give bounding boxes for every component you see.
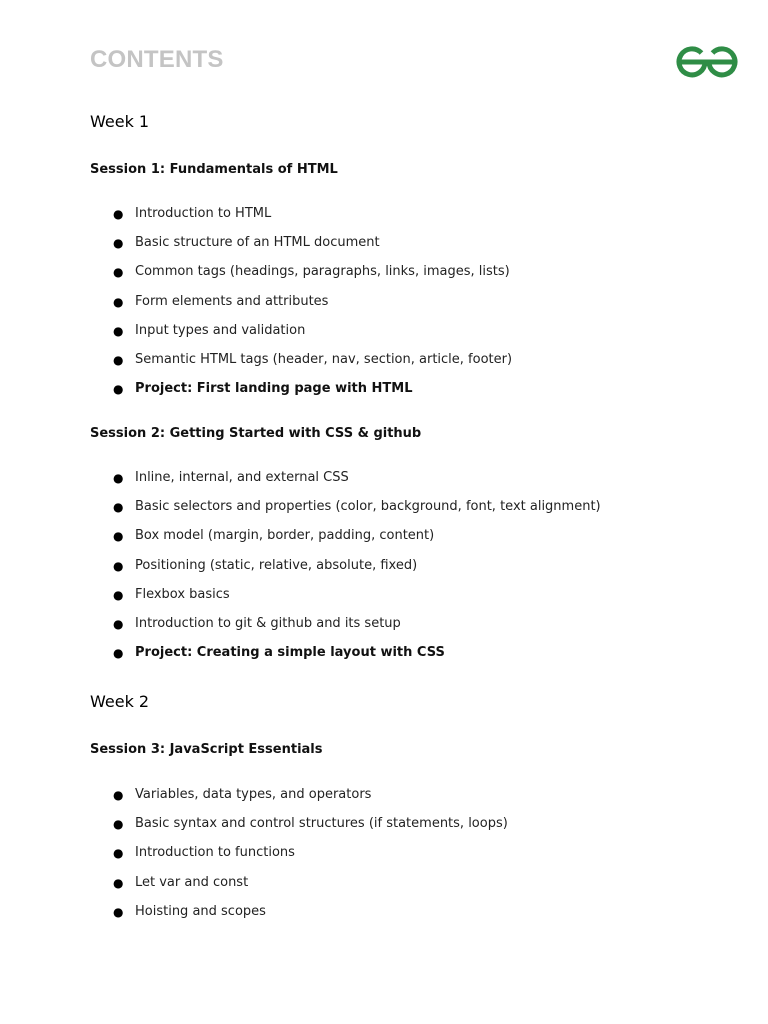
- list-item-text: Flexbox basics: [135, 586, 230, 602]
- list-item-text: Form elements and attributes: [135, 293, 329, 309]
- list-item-text: Project: First landing page with HTML: [135, 381, 413, 397]
- bullet-icon: ●: [113, 471, 124, 485]
- list-item: [90, 903, 508, 932]
- session-topic-list: [90, 786, 508, 932]
- session-topic-list: [90, 469, 601, 673]
- bullet-icon: ●: [113, 352, 124, 367]
- list-item: [90, 263, 512, 292]
- list-item-text: Hoisting and scopes: [135, 903, 266, 919]
- list-item-text: Introduction to git & github and its setup: [135, 615, 401, 631]
- list-item-text: Project: Creating a simple layout with CSS: [135, 645, 445, 661]
- bullet-icon: ●: [113, 904, 124, 919]
- list-item: [90, 205, 512, 234]
- list-item-text: Introduction to HTML: [135, 206, 272, 221]
- list-item: [90, 815, 508, 844]
- bullet-icon: ●: [113, 616, 124, 631]
- list-item-text: Common tags (headings, paragraphs, links, images, lists): [135, 264, 510, 280]
- list-item-text: Variables, data types, and operators: [135, 787, 372, 802]
- bullet-icon: ●: [113, 500, 124, 515]
- week-heading: Week 2: [90, 692, 150, 711]
- bullet-icon: ●: [113, 846, 124, 861]
- session-heading: Session 3: JavaScript Essentials: [90, 742, 323, 757]
- list-item: [90, 351, 512, 380]
- bullet-icon: ●: [113, 323, 124, 338]
- list-item: [90, 498, 601, 527]
- bullet-icon: ●: [113, 382, 124, 397]
- bullet-icon: ●: [113, 875, 124, 890]
- list-item-text: Semantic HTML tags (header, nav, section, article, footer): [135, 351, 513, 367]
- list-item: [90, 874, 508, 903]
- list-item-text: Basic selectors and properties (color, background, font, text alignment): [135, 499, 601, 515]
- week-heading: Week 1: [90, 112, 150, 131]
- bullet-icon: ●: [113, 558, 124, 573]
- bullet-icon: ●: [113, 817, 124, 832]
- geeksforgeeks-logo-icon: [676, 44, 738, 80]
- list-item: [90, 615, 601, 644]
- list-item: [90, 586, 601, 615]
- session-heading: Session 2: Getting Started with CSS & github: [90, 426, 422, 441]
- session-heading: Session 1: Fundamentals of HTML: [90, 162, 338, 177]
- list-item: [90, 527, 601, 556]
- project-list-item: [90, 644, 601, 673]
- bullet-icon: ●: [113, 788, 124, 802]
- project-list-item: [90, 380, 512, 409]
- bullet-icon: ●: [113, 529, 124, 544]
- list-item: [90, 786, 508, 815]
- session-topic-list: [90, 205, 512, 409]
- bullet-icon: ●: [113, 294, 124, 309]
- list-item: [90, 557, 601, 586]
- list-item-text: Inline, internal, and external CSS: [135, 470, 349, 485]
- bullet-icon: ●: [113, 646, 124, 661]
- list-item: [90, 234, 512, 263]
- list-item-text: Input types and validation: [135, 322, 306, 338]
- bullet-icon: ●: [113, 207, 124, 221]
- list-item-text: Box model (margin, border, padding, content): [135, 528, 435, 544]
- list-item: [90, 469, 601, 498]
- bullet-icon: ●: [113, 236, 124, 251]
- bullet-icon: ●: [113, 587, 124, 602]
- list-item: [90, 293, 512, 322]
- list-item: [90, 322, 512, 351]
- page-title: CONTENTS: [90, 46, 224, 73]
- bullet-icon: ●: [113, 265, 124, 280]
- list-item-text: Introduction to functions: [135, 845, 295, 861]
- list-item-text: Positioning (static, relative, absolute, fixed): [135, 557, 418, 573]
- list-item-text: Let var and const: [135, 874, 249, 890]
- list-item-text: Basic structure of an HTML document: [135, 235, 380, 251]
- list-item: [90, 844, 508, 873]
- list-item-text: Basic syntax and control structures (if statements, loops): [135, 816, 508, 832]
